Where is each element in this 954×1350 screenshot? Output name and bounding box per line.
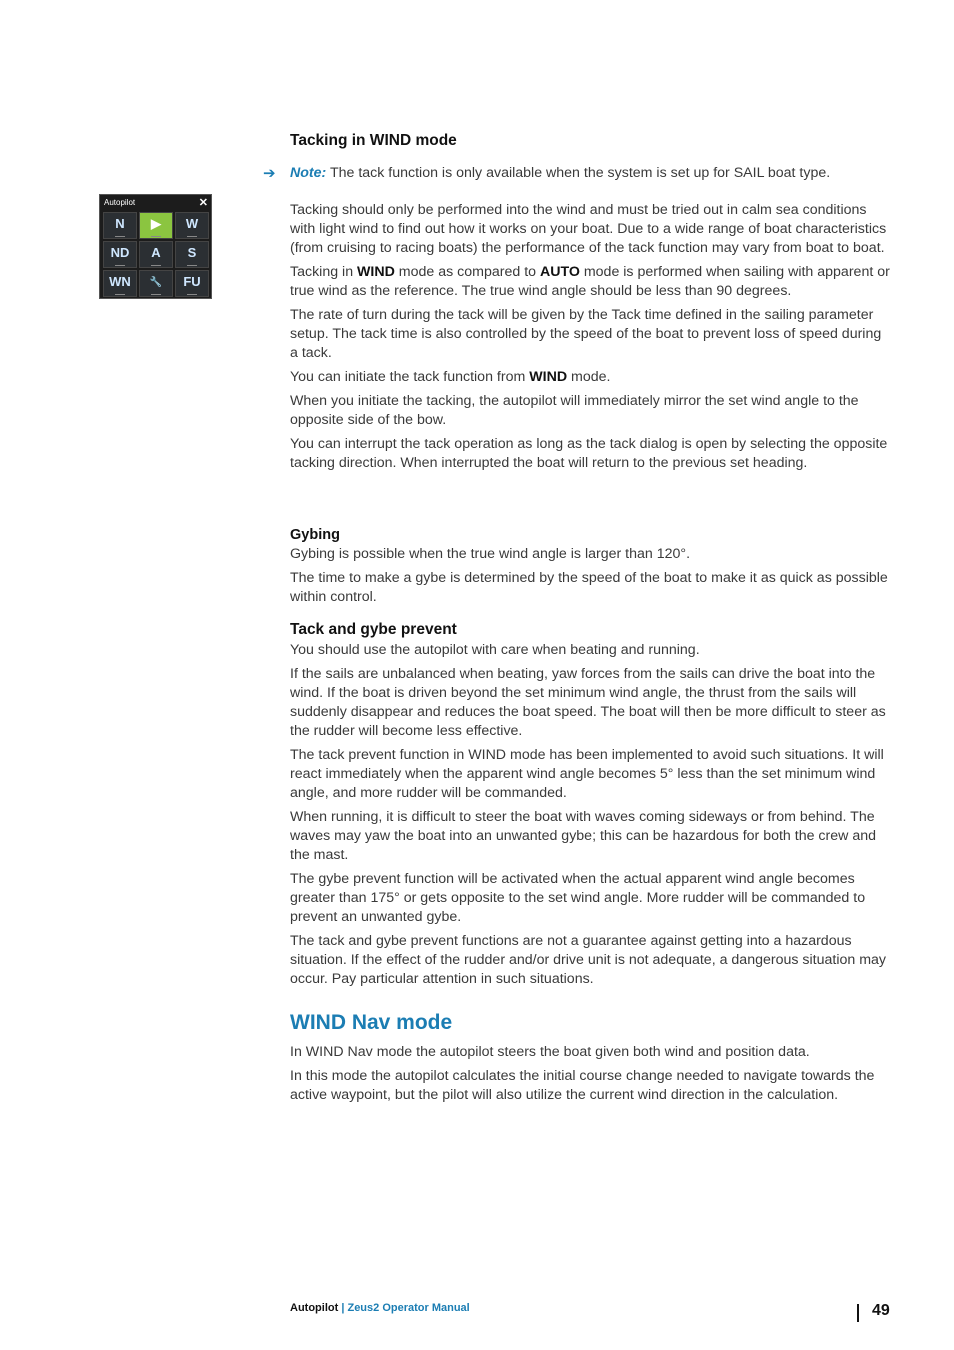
autopilot-mode-grid [103, 212, 209, 297]
mode-tile [103, 270, 137, 297]
autopilot-title: Autopilot [104, 198, 136, 207]
body-text-tacking [290, 201, 890, 473]
paragraph: You can interrupt the tack operation as long as the tack dialog is open by selecting the opposite tacking direction. When interrupted the boat will return to the previous set heading. [290, 436, 888, 471]
text-run: Tacking in [290, 264, 358, 280]
page-number: 49 [872, 1302, 890, 1319]
body-text-prevent [290, 641, 890, 989]
paragraph [290, 368, 890, 387]
footer-title [290, 1302, 470, 1314]
mode-tile-label: A [151, 245, 161, 260]
note-text: The tack function is only available when the system is set up for SAIL boat type. [326, 165, 831, 181]
mode-tile [175, 270, 209, 297]
autopilot-widget-image [99, 194, 212, 299]
text-run: mode is performed when sailing with apparent or true wind as the reference. The true wind angle should be less than 90 degrees. [290, 264, 890, 299]
mode-tile-label: FU [183, 274, 201, 289]
mode-tile [139, 270, 173, 297]
paragraph: You should use the autopilot with care when beating and running. [290, 642, 700, 658]
paragraph: The rate of turn during the tack will be given by the Tack time defined in the sailing parameter setup. The tack time is also controlled by the speed of the boat to prevent loss of speed during a tack. [290, 307, 882, 361]
mode-tile-label: WN [109, 274, 131, 289]
play-icon: ▶ [151, 216, 161, 231]
close-icon: ✕ [198, 197, 208, 209]
footer-manual-name: Zeus2 Operator Manual [347, 1302, 470, 1314]
section-heading-wind-nav: WIND Nav mode [290, 1011, 453, 1034]
mode-tile [175, 212, 209, 239]
footer-section: Autopilot [290, 1302, 339, 1314]
body-text-gybing [290, 545, 890, 607]
footer-separator: | [338, 1302, 348, 1314]
text-run: You can initiate the tack function from [290, 369, 530, 385]
paragraph: When you initiate the tacking, the autopilot will immediately mirror the set wind angle to the opposite side of the bow. [290, 393, 859, 428]
subheading-gybing: Gybing [290, 527, 340, 543]
paragraph: The tack prevent function in WIND mode has been implemented to avoid such situations. It will react immediately when the apparent wind angle becomes 5° less than the set minimum wind angle, and more rudder will be commanded. [290, 747, 884, 801]
mode-tile [103, 212, 137, 239]
paragraph: If the sails are unbalanced when beating, yaw forces from the sails can drive the boat into the wind. If the boat is driven beyond the set minimum wind angle, the thrust from the sails will suddenly disappear and reduces the boat speed. The boat will then be more difficult to steer as the rudder will become less effective. [290, 666, 886, 739]
wrench-icon: 🔧 [149, 277, 163, 288]
keyword: AUTO [539, 264, 580, 280]
paragraph: The tack and gybe prevent functions are not a guarantee against getting into a hazardous situation. If the effect of the rudder and/or drive unit is not adequate, a dangerous situation may occur. Pay particular attention in such situations. [290, 933, 886, 987]
paragraph: Gybing is possible when the true wind angle is larger than 120°. [290, 546, 691, 562]
keyword: WIND [357, 264, 395, 280]
note-label: Note: [290, 165, 327, 181]
mode-tile-label: N [115, 216, 125, 231]
paragraph: When running, it is difficult to steer the boat with waves coming sideways or from behind. The waves may yaw the boat into an unwanted gybe; this can be hazardous for both the crew and the mast. [290, 809, 876, 863]
paragraph: The time to make a gybe is determined by the speed of the boat to make it as quick as possible within control. [290, 570, 888, 605]
note-paragraph [290, 164, 890, 183]
text-run: mode. [567, 369, 611, 385]
paragraph [290, 263, 890, 301]
section-heading-tacking: Tacking in WIND mode [290, 132, 457, 149]
mode-tile-label: ND [110, 245, 130, 260]
mode-tile [139, 241, 173, 268]
paragraph: Tacking should only be performed into the wind and must be tried out in calm sea conditions with light wind to find out how it works on your boat. Due to a wide range of boat characteristics (from cruising to racing boats) the performance of the tack function may vary from boat to boat. [290, 202, 887, 256]
paragraph: The gybe prevent function will be activated when the actual apparent wind angle becomes greater than 175° or gets opposite to the set wind angle. More rudder will be commanded to prevent an unwanted gybe. [290, 871, 866, 925]
body-text-wind-nav [290, 1043, 890, 1105]
footer-divider [857, 1304, 859, 1322]
subheading-tack-gybe-prevent: Tack and gybe prevent [290, 621, 457, 638]
mode-tile-label: S [187, 245, 197, 260]
paragraph: In WIND Nav mode the autopilot steers the boat given both wind and position data. [290, 1044, 810, 1060]
arrow-right-icon: ➔ [263, 165, 276, 182]
text-run: mode as compared to [394, 264, 540, 280]
mode-tile-selected [139, 212, 173, 239]
keyword: WIND [529, 369, 568, 385]
mode-tile-label: W [185, 216, 199, 231]
mode-tile [175, 241, 209, 268]
mode-tile [103, 241, 137, 268]
paragraph: In this mode the autopilot calculates the initial course change needed to navigate towards the active waypoint, but the pilot will also utilize the current wind direction in the calculation. [290, 1068, 875, 1103]
